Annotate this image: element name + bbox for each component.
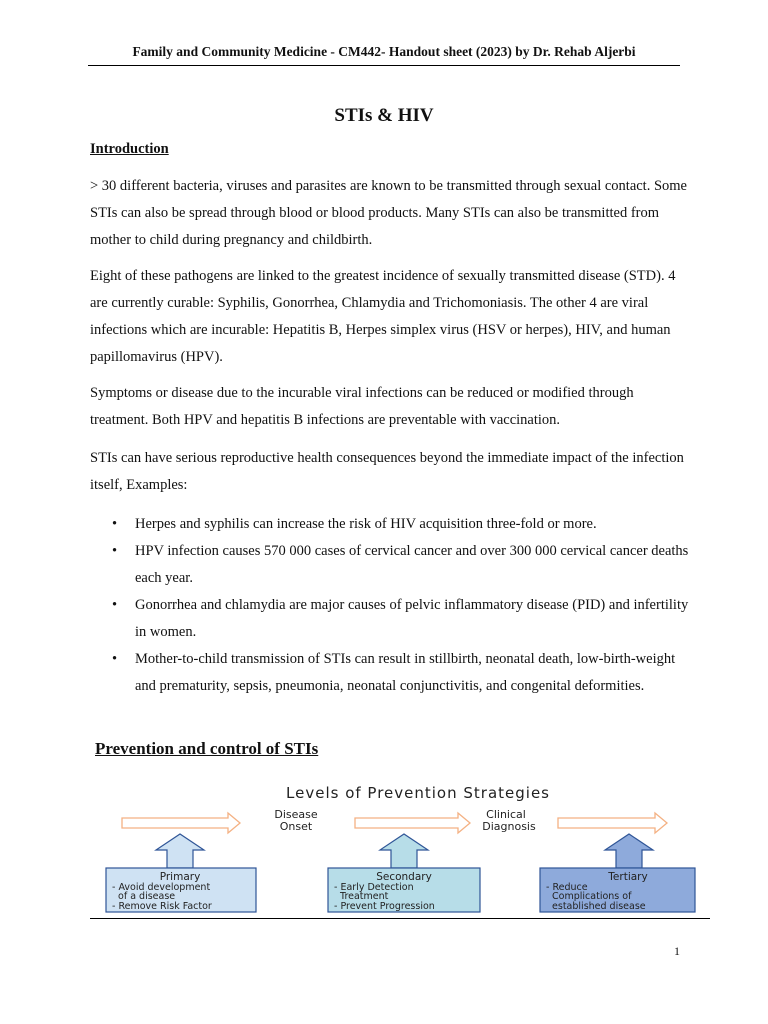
page-number: 1 [674, 944, 680, 958]
primary-line-2: of a disease [112, 891, 176, 902]
milestone-diagnosis-label: Diagnosis [482, 820, 536, 833]
list-item: • Gonorrhea and chlamydia are major causes of pelvic inflammatory disease (PID) and infertility in women. [108, 592, 690, 646]
list-item: • HPV infection causes 570 000 cases of cervical cancer and over 300 000 cervical cancer deaths each year. [108, 538, 690, 592]
secondary-level [328, 834, 480, 912]
paragraph-4: STIs can have serious reproductive health consequences beyond the immediate impact of the infection itself, Examples: [90, 450, 684, 493]
document-title: STIs & HIV [334, 105, 434, 126]
tertiary-level [540, 834, 695, 912]
footer-rule [90, 918, 710, 919]
introduction-heading: Introduction [90, 141, 169, 157]
timeline-arrow-2 [355, 813, 470, 833]
list-item: • Herpes and syphilis can increase the risk of HIV acquisition three-fold or more. [108, 511, 690, 538]
timeline-arrow-3 [558, 813, 667, 833]
list-item: • Mother-to-child transmission of STIs can result in stillbirth, neonatal death, low-birth-weight and prematurity, sepsis, pneumonia, neonatal conjunctivitis, and congenital deformities. [108, 646, 690, 700]
secondary-line-3: - Prevent Progression [334, 901, 435, 912]
secondary-title: Secondary [376, 871, 432, 883]
header-rule [88, 65, 680, 66]
primary-level [106, 834, 256, 912]
milestone-onset-label: Onset [279, 820, 313, 833]
secondary-line-2: Treatment [334, 891, 389, 902]
paragraph-3: Symptoms or disease due to the incurable viral infections can be reduced or modified through treatment. Both HPV and hepatitis B infections are preventable with vaccination. [90, 385, 634, 428]
primary-line-3: - Remove Risk Factor [112, 901, 212, 912]
timeline-arrow-1 [122, 813, 240, 833]
prevention-levels-diagram [100, 778, 720, 918]
primary-line-1: - Avoid development [112, 882, 211, 893]
paragraph-2: Eight of these pathogens are linked to the greatest incidence of sexually transmitted disease (STD). 4 are currently curable: Syphilis, Gonorrhea, Chlamydia and Trichomoniasis. The other 4 are viral infections which are incurable: Hepatitis B, Herpes simplex virus (HSV or herpes), HIV, and human papillomavirus (HPV). [90, 268, 676, 365]
tertiary-line-1: - Reduce [546, 882, 588, 893]
tertiary-title: Tertiary [608, 871, 648, 883]
milestone-disease-label: Disease [274, 808, 318, 821]
primary-title: Primary [159, 871, 201, 883]
consequences-list [108, 511, 690, 700]
tertiary-line-3: established disease [546, 901, 646, 912]
diagram-title: Levels of Prevention Strategies [286, 784, 550, 802]
secondary-line-1: - Early Detection [334, 882, 414, 893]
milestone-clinical-label: Clinical [486, 808, 526, 821]
paragraph-1: > 30 different bacteria, viruses and parasites are known to be transmitted through sexual contact. Some STIs can also be spread through blood or blood products. Many STIs can also be transmitted from mother to child during pregnancy and childbirth. [90, 178, 687, 248]
prevention-heading: Prevention and control of STIs [95, 739, 319, 758]
page-header: Family and Community Medicine - CM442- Handout sheet (2023) by Dr. Rehab Aljerbi [132, 44, 636, 59]
tertiary-line-2: Complications of [546, 891, 632, 902]
